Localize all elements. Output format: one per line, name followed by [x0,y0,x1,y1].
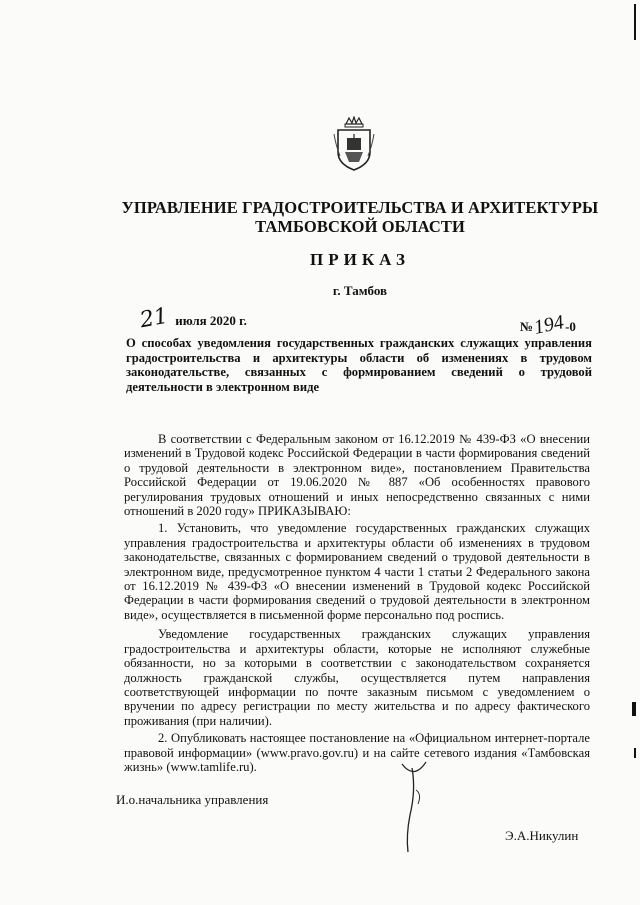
date-month-year: июля 2020 г. [175,313,247,328]
document-subject: О способах уведомления государственных гражданских служащих управления градостроительства и архитектуры области об изменениях в трудовом законодательстве, связанных с формированием сведений о трудовой деятельности в электронном виде [126,336,592,394]
scan-mark-top [634,4,636,40]
number-handwritten: 194 [532,311,566,339]
document-number [520,311,576,339]
paragraph-notice: Уведомление государственных гражданских служащих управления градостроительства и архитектуры области, которые не исполняют служебные обязанности, но за которыми в соответствии с законодательством сохраняется должность гражданской службы, осуществляется путем направления соответствующей информации по почте заказным письмом с уведомлением о вручении по адресу регистрации по месту жительства и по адресу фактического проживания (при наличии). [124,627,590,728]
scan-mark-middle [632,702,636,716]
document-city: г. Тамбов [332,283,388,298]
number-suffix: -0 [565,319,576,334]
document-type: ПРИКАЗ [310,250,410,269]
handwritten-signature-icon [392,760,436,855]
document-body [124,432,590,777]
scan-mark-lower [634,748,636,758]
coat-of-arms-icon [332,116,376,172]
paragraph-item-2: 2. Опубликовать настоящее постановление на «Официальном интернет-портале правовой информации» (www.pravo.gov.ru) и на сайте сетевого издания «Тамбовская жизнь» (www.tamlife.ru). [124,731,590,774]
signer-name: Э.А.Никулин [505,828,579,843]
organization-line-1: УПРАВЛЕНИЕ ГРАДОСТРОИТЕЛЬСТВА И АРХИТЕКТУРЫ [121,198,599,217]
organization-name [100,198,620,236]
date-day-handwritten: 21 [138,303,170,334]
organization-line-2: ТАМБОВСКОЙ ОБЛАСТИ [255,217,465,236]
document-date [138,303,247,334]
signer-title: И.о.начальника управления [116,792,269,807]
paragraph-item-1: 1. Установить, что уведомление государственных гражданских служащих управления градостроительства и архитектуры области об изменениях в трудовом законодательстве, связанных с формированием сведений о трудовой деятельности в электронном виде, предусмотренное пунктом 4 части 1 статьи 2 Федерального закона от 16.12.2019 № 439-ФЗ «О внесении изменений в Трудовой кодекс Российской Федерации в части формирования сведений о трудовой деятельности в электронном виде», осуществляется в письменной форме персонально под роспись. [124,521,590,622]
paragraph-preamble: В соответствии с Федеральным законом от 16.12.2019 № 439-ФЗ «О внесении изменений в Трудовой кодекс Российской Федерации в части формирования сведений о трудовой деятельности в электронном виде», постановлением Правительства Российской Федерации от 19.06.2020 № 887 «Об особенностях правового регулирования трудовых отношений и иных непосредственно связанных с ними отношений в 2020 году» ПРИКАЗЫВАЮ: [124,432,590,519]
number-prefix: № [520,319,534,334]
